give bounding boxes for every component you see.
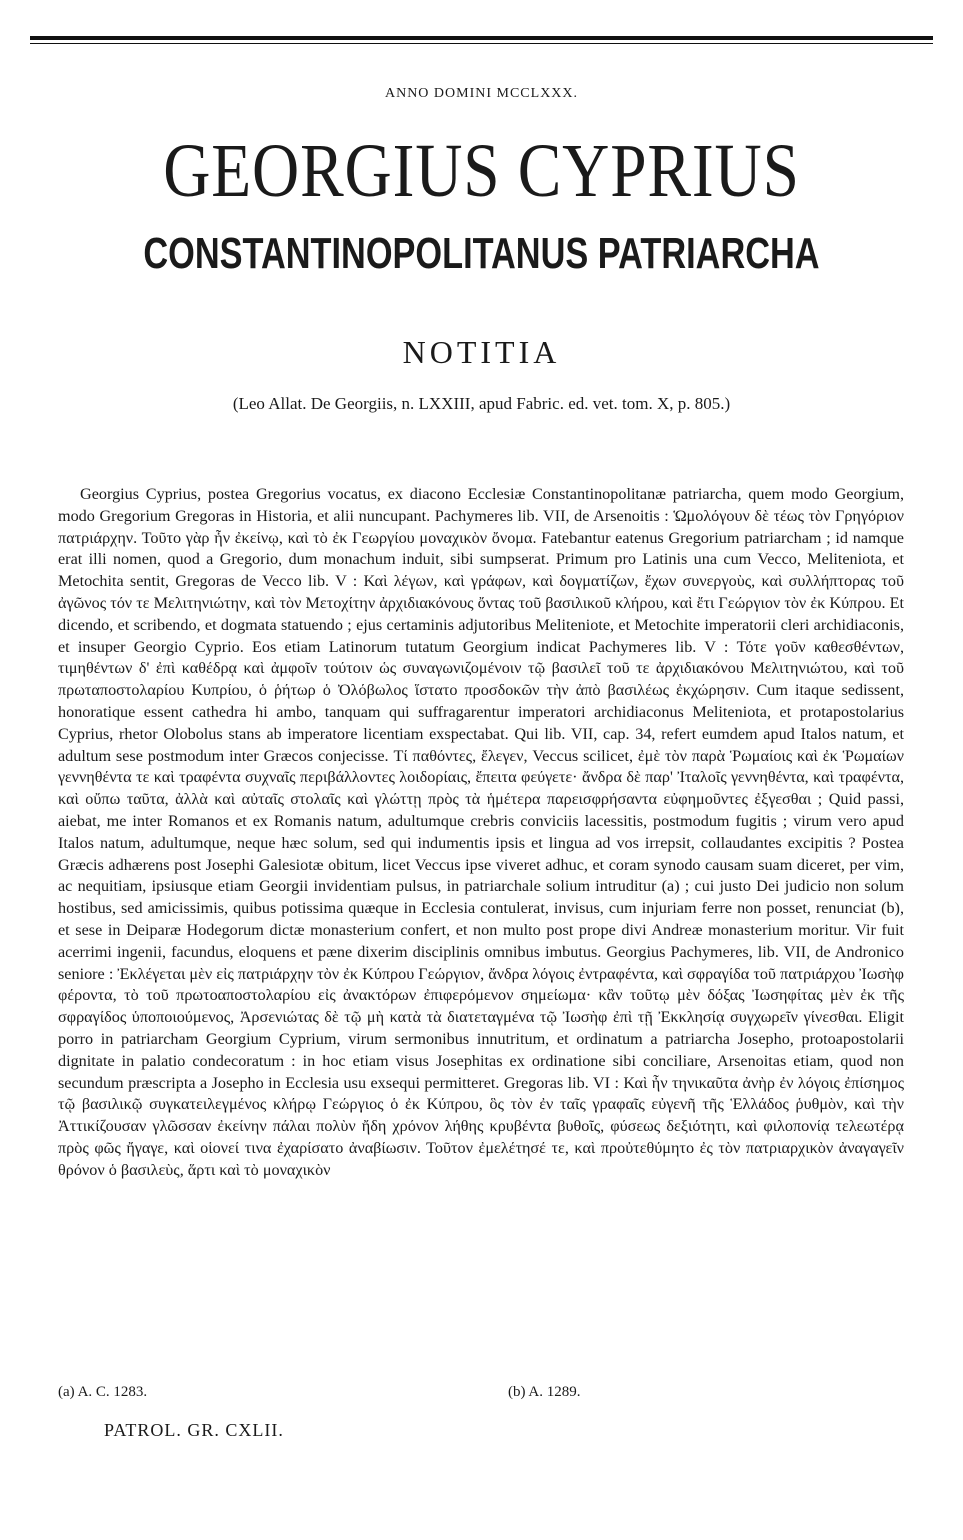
page-title: GEORGIUS CYPRIUS: [163, 129, 800, 213]
source-citation: (Leo Allat. De Georgiis, n. LXXIII, apud Fabric. ed. vet. tom. X, p. 805.): [232, 394, 731, 413]
signature-mark: PATROL. GR. CXLII.: [104, 1420, 284, 1440]
section-heading: NOTITIA: [402, 334, 561, 370]
body-text: Georgius Cyprius, postea Gregorius vocatus, ex diacono Ecclesiæ Constantinopolitanæ patriarcha, quem modo Georgium, modo Gregorium Gregoras in Historia, et alii nuncupant. Pachymeres lib. VII, de Arsenoitis : Ὡμολόγουν δὲ τέως τὸν Γρηγόριον πατριάρχην. Τοῦτο γὰρ ἦν ἐκείνῳ, καὶ τὸ ἐκ Γεωργίου μοναχικὸν ὄνομα. Fatebantur eatenus Gregorium patriarcham ; id namque erat illi nomen, quod a Gregorio, dum monachum induit, sibi sumpserat. Primum pro Latinis una cum Vecco, Meliteniota, et Metochita sentit, Gregoras de Vecco lib. V : Καὶ λέγων, καὶ γράφων, καὶ δογματίζων, ἔχων συνεργοὺς, καὶ συλλήπτορας τοῦ ἀγῶνος τόν τε Μελιτηνιώτην, καὶ τὸν Μετοχίτην ἀρχιδιακόνους ὄντας τοῦ βασιλικοῦ κλήρου, καὶ ἔτι Γεώργιον τὸν ἐκ Κύπρου. Et dicendo, et scribendo, et dogmata statuendo ; ejus certaminis adjutoribus Meliteniote, et Metochite imperatorii cleri archidiaconis, et insuper Georgio Cyprio. Eos etiam Latinorum tutatum Georgium indicat Pachymeres lib. V : Τότε γοῦν καθεσθέντων, τιμηθέντων δ' ἐπὶ καθέδρᾳ καὶ ἀμφοῖν τούτοιν ὡς συναγωνιζομένοιν τῷ βασιλεῖ τοῦ τε ἀρχιδιακόνου Μελιτηνιώτου, καὶ τοῦ πρωταποστολαρίου Κυπρίου, ὁ ῥήτωρ ὁ Ὀλόβωλος ἵστατο προσδοκῶν τὴν ἀπὸ βασιλέως ἐκχώρησιν. Cum itaque sedissent, honoratique essent cathedra hi ambo, tanquam qui suffragarentur imperatori archidiaconus Meliteniota, et protapostolarius Cyprius, rhetor Olobolus stans ab imperatore licentiam exspectabat. Qui lib. VII, cap. 34, refert eumdem apud Italos natum, et adultum sese postmodum inter Græcos conjecisse. Τί παθόντες, ἔλεγεν, Veccus scilicet, ἐμὲ τὸν παρὰ Ῥωμαίοις καὶ ἐκ Ῥωμαίων γεννηθέντα τε καὶ τραφέντα συχναῖς περιβάλλοντες λοιδορίαις, ἔπειτα φεύγετε· ἄνδρα δὲ παρ' Ἰταλοῖς γεννηθέντα, καὶ τραφέντα, καὶ οὔπω ταῦτα, ἀλλὰ καὶ αὐταῖς στολαῖς καὶ γλώττῃ πρὸς τὰ ἡμέτερα παρεισφρήσαντα εὐφημοῦντες ἐξγεσθαι ; Quid passi, aiebat, me inter Romanos et ex Romanis natum, adultumque crebris conviciis lacessitis, postmodum fugitis ; virum vero apud Italos natum, adultumque, neque hæc solum, sed qui indumentis ipsis et lingua ad vos irrepsit, collaudantes excipitis ? Postea Græcis adhærens post Josephi Galesiotæ obitum, licet Veccus ipse viveret adhuc, et coram synodo causam suam diceret, per vim, ac nequitiam, ipsiusque etiam Georgii invidentiam pulsus, in patriarchale solium intruditur (a) ; cui justo Dei judicio non solum hostibus, sed amicissimis, quibus potissima quæque in Ecclesia contulerat, invisus, cum injuriam ferre non posset, renunciat (b), et sese in Deiparæ Hodegorum dictæ monasterium confert, et non multo post prope divi Andreæ monasterium moritur. Vir fuit acerrimi ingenii, facundus, eloquens et pæne dixerim disciplinis omnibus imbutus. Georgius Pachymeres, lib. VII, de Andronico seniore : Ἐκλέγεται μὲν εἰς πατριάρχην τὸν ἐκ Κύπρου Γεώργιον, ἄνδρα λόγοις ἐντραφέντα, καὶ σφραγίδα τοῦ πατριάρχου Ἰωσὴφ φέροντα, τὸ τοῦ πρωτοαποστολαρίου εἰς ἀνακτόρων ἐπιφερόμενον σημείωμα· κἂν τοῦτῳ μὲν δόξας Ἰωσηφίτας μὲν ἐκ τῆς σφραγίδος ὑποποιούμενος, Ἀρσενιώτας δὲ τῷ μὴ κατὰ τὰ διατεταγμένα τῷ Ἰωσὴφ ἐπὶ τῇ Ἐκκλησίᾳ συγχωρεῖν γίνεσθαι. Eligit porro in patriarcham Georgium Cyprium, virum sermonibus innutritum, et ordinatum a patriarcha Josepho, protoapostolarii dignitate in palatio condecoratum : in hoc etiam visus Josephitas ex ordinatione sibi conciliare, Arsenoitas etiam, quod non secundum præscripta a Josepho in Ecclesia usu exsequi permitteret. Gregoras lib. VI : Καὶ ἦν τηνικαῦτα ἀνὴρ ἐν λόγοις ἐπίσημος τῷ βασιλικῷ συγκατειλεγμένος κλήρῳ Γεώργιος ὁ ἐκ Κύπρου, ὃς τὸν ἐν ταῖς γραφαῖς εὐγενῆ τῆς Ἑλλάδος ῥυθμὸν, καὶ τὴν Ἀττικίζουσαν γλῶσσαν ἐκείνην πάλαι πολὺν ἤδη χρόνον λήθης κρυβέντα βυθοῖς, φύσεως δεξιότητι, καὶ φιλοπονίᾳ τελεωτέρᾳ πρὸς φῶς ἤγαγε, καὶ οἱονεί τινα ἐχαρίσατο ἀναβίωσιν. Τοῦτον ἐμελέτησέ τε, καὶ προὐτεθύμητο ἐς τὸν πατριαρχικὸν ἀναγαγεῖν θρόνον ὁ βασιλεὺς, ἅρτι καὶ τὸ μοναχικὸν: [58, 485, 904, 1179]
footnote-b: (b) A. 1289.: [508, 1384, 581, 1400]
footnote-a: (a) A. C. 1283.: [58, 1384, 148, 1400]
top-rule: [30, 36, 933, 40]
top-rule-thin: [30, 43, 933, 44]
running-head: ANNO DOMINI MCCLXXX.: [384, 86, 579, 101]
page-subtitle: CONSTANTINOPOLITANUS PATRIARCHA: [143, 229, 820, 278]
